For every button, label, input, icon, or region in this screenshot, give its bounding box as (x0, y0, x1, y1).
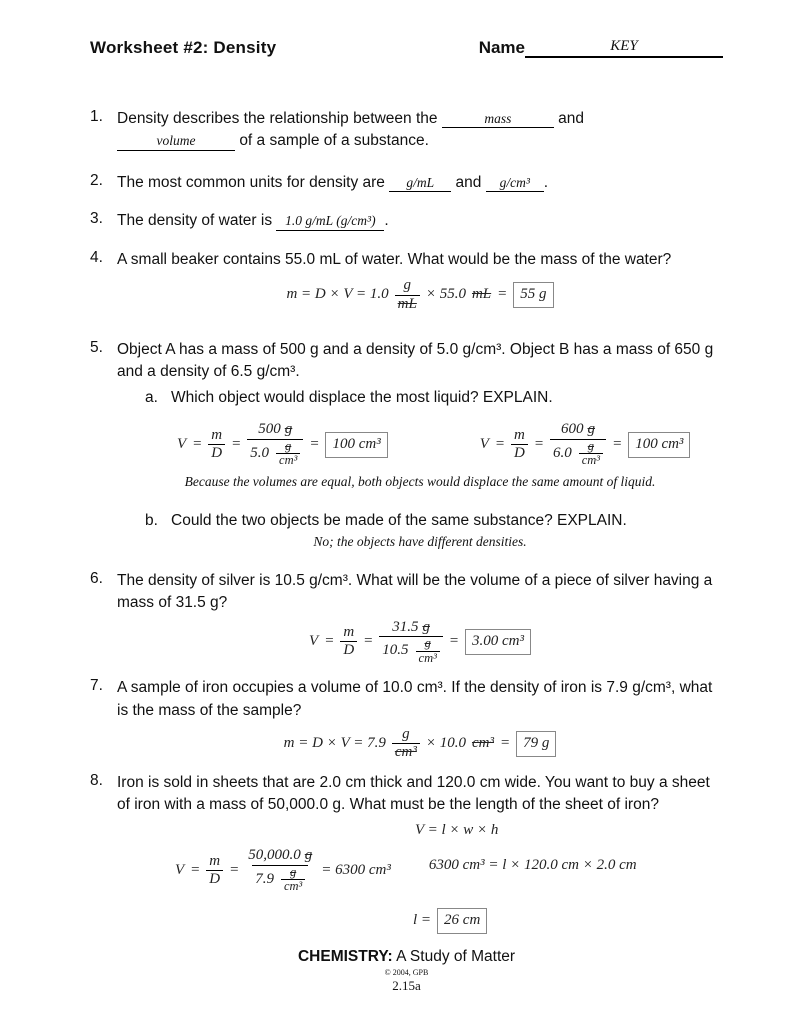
fraction-denominator: D (340, 641, 357, 659)
question-number: 1. (90, 108, 103, 125)
mass-value: 50,000.0 (248, 847, 301, 864)
m-over-d-fraction (511, 427, 528, 463)
copyright: © 2004, GPB (384, 967, 429, 977)
boxed-answer: 100 cm³ (325, 432, 387, 458)
fraction-denominator-cancelled: mL (395, 295, 420, 313)
equals-sign: = (192, 435, 203, 452)
m-over-d-fraction (340, 624, 357, 660)
question-5b (145, 510, 723, 532)
fraction-numerator: m (211, 426, 223, 443)
cancelled-unit: g (422, 618, 430, 635)
fraction-numerator (558, 421, 598, 438)
question-5a (145, 387, 723, 409)
fraction-denominator-cancelled: cm³ (392, 743, 420, 761)
brand-rest: A Study of Matter (392, 947, 516, 965)
q5a-formula-object-a (177, 421, 388, 468)
unit-fraction (579, 440, 603, 469)
sub-question-text: Which object would displace the most liquid? EXPLAIN. (171, 388, 553, 406)
equals-sign: = (363, 633, 374, 650)
q8-volume-calc (175, 847, 391, 894)
question-text-part: The most common units for density are (117, 173, 385, 191)
boxed-answer: 26 cm (437, 908, 487, 934)
cancelled-unit: g (290, 864, 297, 879)
question-text-part: A sample of iron occupies a volume of 10.0 cm³. If the density of iron is 7.9 g/cm³, what is the mass of the sample? (117, 679, 713, 719)
question-text (117, 570, 723, 670)
cancelled-unit: g (587, 421, 596, 438)
density-value: 5.0 (250, 445, 270, 462)
sub-question-label: b. (145, 511, 158, 529)
density-value: 6.0 (552, 445, 572, 462)
q4-solution (117, 277, 723, 313)
equals-sign: = (309, 435, 320, 452)
question-text (117, 172, 723, 194)
q8-length-equation: 6300 cm³ = l × 120.0 cm × 2.0 cm (428, 857, 637, 874)
question-4 (90, 249, 723, 317)
m-over-d-fraction (208, 427, 225, 463)
variable: V (177, 435, 187, 452)
cancelled-unit: cm³ (471, 735, 494, 752)
question-text-part: Iron is sold in sheets that are 2.0 cm thick and 120.0 cm wide. You want to buy a sheet of iron with a mass of 50,000.0 g. What must be the length of the sheet of iron? (117, 773, 710, 814)
equals-sign: = (231, 435, 242, 452)
question-number: 2. (90, 171, 103, 189)
question-text-part: A small beaker contains 55.0 mL of water. What would be the mass of the water? (117, 250, 672, 268)
cancelled-unit: g (285, 438, 292, 453)
question-text-part: The density of silver is 10.5 g/cm³. What will be the volume of a piece of silver having a mass of 31.5 g? (117, 571, 713, 612)
cancelled-unit: g (587, 438, 595, 453)
fraction-numerator (245, 847, 315, 864)
equals-sign: = (324, 633, 335, 650)
equals-sign: = (612, 435, 623, 452)
page-code: 2.15a (392, 977, 421, 993)
q7-solution (117, 726, 723, 762)
cancelled-unit: g (424, 635, 431, 650)
unit-fraction (392, 726, 420, 762)
question-number: 3. (90, 210, 103, 228)
question-text (117, 339, 723, 552)
answer-blank: 1.0 g/mL (g/cm³) (276, 213, 384, 230)
answer-blank: mass (442, 111, 554, 128)
name-field (479, 38, 723, 58)
q8-solution-row (175, 847, 723, 894)
q5b-answer: No; the objects have different densities. (313, 534, 527, 550)
q6-solution (117, 619, 723, 666)
fraction-denominator (247, 439, 303, 469)
fraction-denominator (252, 865, 308, 895)
fraction-numerator: m (209, 853, 221, 870)
fraction-numerator (255, 421, 295, 438)
equals-sign: = (494, 435, 506, 452)
question-text (117, 677, 723, 761)
question-number: 8. (90, 771, 103, 789)
fraction-denominator: D (511, 444, 528, 462)
fraction-denominator: D (206, 870, 223, 888)
equals-sign: = (190, 861, 201, 878)
brand-title (90, 948, 723, 966)
value-fraction (245, 847, 315, 894)
question-text (117, 108, 723, 153)
q5a-explanation: Because the volumes are equal, both objects would displace the same amount of liquid. (184, 474, 656, 489)
q5a-solutions (177, 421, 723, 468)
question-number: 7. (90, 677, 103, 695)
sub-question-text: Could the two objects be made of the same substance? EXPLAIN. (171, 511, 627, 529)
q8-volume-formula (415, 819, 723, 842)
fraction-numerator: m (514, 426, 525, 443)
footer (90, 948, 723, 994)
mass-value: 31.5 (392, 618, 419, 635)
question-7 (90, 677, 723, 761)
question-text-part: . (384, 212, 389, 230)
unit-fraction (281, 866, 305, 895)
variable: V (309, 633, 319, 650)
fraction-denominator: D (208, 444, 225, 462)
value-fraction (379, 619, 443, 666)
question-number: 4. (90, 248, 103, 266)
unit-fraction (395, 277, 420, 313)
unit: cm³ (276, 453, 300, 468)
equals-sign: = (533, 435, 544, 452)
question-text-part: . (543, 173, 549, 191)
q7-formula (284, 726, 557, 762)
equals-sign: = (497, 286, 508, 303)
density-value: 7.9 (255, 871, 274, 888)
boxed-answer: 79 g (516, 731, 556, 757)
question-3 (90, 210, 723, 232)
unit: cm³ (416, 651, 440, 666)
answer-blank: g/mL (389, 175, 451, 192)
unit: cm³ (579, 453, 603, 468)
value-fraction (550, 421, 606, 468)
question-text-part: of a sample of a substance. (239, 132, 429, 150)
equals-sign: = (499, 735, 511, 752)
formula-mid: × 55.0 (425, 286, 466, 303)
unit-fraction (416, 637, 440, 666)
q8-final-answer (413, 908, 723, 934)
q4-formula (286, 277, 553, 313)
question-text-part: The density of water is (117, 212, 273, 230)
question-text (117, 772, 723, 934)
equals-sign: = (229, 861, 240, 878)
fraction-numerator: g (402, 726, 410, 743)
question-number: 5. (90, 338, 103, 356)
question-1 (90, 108, 723, 153)
cancelled-unit: g (284, 421, 293, 438)
question-text-part: Object A has a mass of 500 g and a density of 5.0 g/cm³. Object B has a mass of 650 g and a density of 6.5 g/cm³. (117, 340, 714, 381)
equals-sign: = (448, 633, 459, 650)
density-value: 10.5 (382, 642, 409, 659)
brand-bold: CHEMISTRY: (297, 947, 393, 965)
name-answer: KEY (525, 38, 723, 58)
boxed-answer: 100 cm³ (628, 432, 690, 458)
formula-mid: × 10.0 (425, 735, 466, 752)
variable: l = (413, 912, 432, 929)
question-text-part: Density describes the relationship between the (117, 110, 438, 127)
sub-question-label: a. (145, 388, 158, 406)
question-text-part: and (455, 173, 482, 191)
question-number: 6. (90, 569, 103, 587)
boxed-answer: 55 g (513, 282, 553, 308)
fraction-denominator (550, 439, 606, 469)
fraction-numerator: g (403, 277, 411, 294)
fraction-denominator (379, 636, 443, 666)
unit: cm³ (281, 879, 305, 894)
question-8 (90, 772, 723, 934)
volume-result: = 6300 cm³ (321, 861, 391, 878)
formula: V = l × w × h (415, 821, 499, 838)
question-text (117, 249, 723, 317)
q6-formula (309, 619, 531, 666)
answer-blank: volume (117, 133, 235, 150)
question-5 (90, 339, 723, 552)
variable: V (175, 861, 185, 878)
question-6 (90, 570, 723, 670)
fraction-numerator (389, 619, 433, 636)
mass-value: 500 (258, 421, 281, 438)
formula-lead: m = D × V = 7.9 (283, 735, 386, 752)
page-title: Worksheet #2: Density (90, 38, 277, 57)
q5a-formula-object-b (480, 421, 691, 468)
question-2 (90, 172, 723, 194)
cancelled-unit: g (304, 847, 313, 864)
cancelled-unit: mL (471, 286, 492, 303)
answer-blank: g/cm³ (486, 175, 544, 192)
value-fraction (247, 421, 303, 468)
formula (413, 908, 487, 934)
variable: V (479, 435, 489, 452)
fraction-numerator: m (343, 624, 355, 641)
mass-value: 600 (561, 421, 584, 438)
formula-lead: m = D × V = 1.0 (286, 286, 389, 303)
question-text (117, 210, 723, 232)
header (90, 38, 723, 58)
unit-fraction (276, 440, 300, 469)
name-label: Name (478, 38, 525, 57)
m-over-d-fraction (206, 853, 223, 889)
question-text-part: and (558, 110, 585, 127)
boxed-answer: 3.00 cm³ (465, 629, 531, 655)
